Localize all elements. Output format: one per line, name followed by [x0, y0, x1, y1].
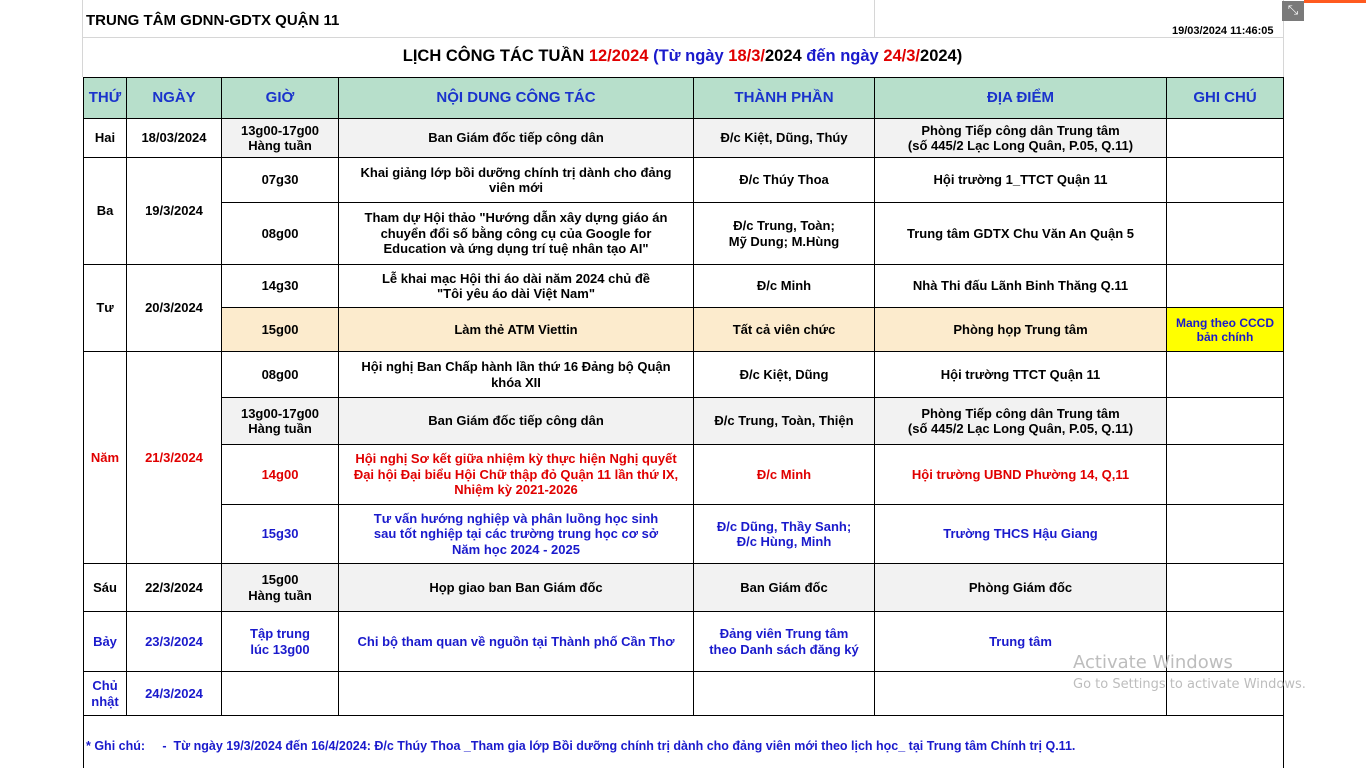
cell-content: Chi bộ tham quan về nguồn tại Thành phố Cần Thơ [339, 612, 694, 672]
cell-time: 14g30 [222, 265, 339, 308]
place-line: Phòng Tiếp công dân Trung tâm [921, 405, 1120, 421]
content-line: Nhiệm kỳ 2021-2026 [454, 482, 578, 498]
cell-time [222, 612, 339, 672]
cell-place: Phòng họp Trung tâm [875, 308, 1167, 352]
cell-note [1167, 265, 1284, 308]
time-line: Hàng tuần [248, 587, 312, 603]
cell-members [694, 505, 875, 564]
cell-note [1167, 398, 1284, 445]
table-row [84, 158, 1284, 203]
cell-time: 15g00 [222, 308, 339, 352]
cell-members: Ban Giám đốc [694, 564, 875, 612]
cell-place [875, 398, 1167, 445]
table-row [84, 119, 1284, 158]
content-line: khóa XII [491, 374, 541, 390]
cell-members: Đ/c Kiệt, Dũng [694, 352, 875, 398]
table-row [84, 265, 1284, 308]
col-header-content: NỘI DUNG CÔNG TÁC [339, 78, 694, 119]
cell-place: Hội trường 1_TTCT Quận 11 [875, 158, 1167, 203]
cell-note [1167, 119, 1284, 158]
window-accent-bar [1304, 0, 1366, 3]
cell-date: 23/3/2024 [127, 612, 222, 672]
cell-time: 07g30 [222, 158, 339, 203]
content-line: Tư vấn hướng nghiệp và phân luồng học sinh [373, 510, 659, 526]
cell-members: Đ/c Kiệt, Dũng, Thúy [694, 119, 875, 158]
cell-place: Nhà Thi đấu Lãnh Binh Thăng Q.11 [875, 265, 1167, 308]
cell-date: 21/3/2024 [127, 352, 222, 564]
table-row [84, 445, 1284, 505]
cell-note [1167, 158, 1284, 203]
cell-place: Trung tâm GDTX Chu Văn An Quận 5 [875, 203, 1167, 265]
title-from-year: 2024 [764, 47, 802, 65]
time-line: 15g00 [261, 572, 299, 587]
cell-note [1167, 352, 1284, 398]
content-line: Năm học 2024 - 2025 [452, 541, 580, 557]
col-header-date: NGÀY [127, 78, 222, 119]
table-row [84, 352, 1284, 398]
members-line: Đ/c Trung, Toàn; [733, 218, 835, 233]
content-line: Hội nghị Ban Chấp hành lần thứ 16 Đảng bộ Quận [361, 359, 671, 374]
cell-place: Phòng Giám đốc [875, 564, 1167, 612]
content-line: Tham dự Hội thảo "Hướng dẫn xây dựng giáo án [364, 210, 668, 226]
cell-members [694, 612, 875, 672]
cell-content [339, 158, 694, 203]
cell-day: Tư [84, 265, 127, 352]
cell-time: 08g00 [222, 203, 339, 265]
content-line: "Tôi yêu áo dài Việt Nam" [436, 286, 596, 301]
timestamp: 19/03/2024 11:46:05 [1172, 25, 1274, 37]
cell-day: Bảy [84, 612, 127, 672]
cell-note [1167, 203, 1284, 265]
title-from-date: 18/3/ [728, 47, 765, 65]
members-line: Đ/c Hùng, Minh [736, 534, 832, 549]
col-header-time: GIỜ [222, 78, 339, 119]
cell-date: 22/3/2024 [127, 564, 222, 612]
col-header-members: THÀNH PHẦN [694, 78, 875, 119]
day-line: Chủ [92, 678, 118, 693]
cell-time [222, 119, 339, 158]
time-line: Hàng tuần [248, 421, 312, 436]
time-line: 13g00-17g00 [240, 122, 320, 138]
activation-watermark-title: Activate Windows [1073, 652, 1233, 673]
col-header-note: GHI CHÚ [1167, 78, 1284, 119]
cell-members: Đ/c Minh [694, 445, 875, 505]
note-line: bản chính [1196, 329, 1254, 344]
place-line: Phòng Tiếp công dân Trung tâm [921, 122, 1120, 138]
cell-day: Ba [84, 158, 127, 265]
cell-day: Năm [84, 352, 127, 564]
grid-line [82, 37, 1283, 38]
place-line: (số 445/2 Lạc Long Quân, P.05, Q.11) [907, 138, 1134, 153]
members-line: theo Danh sách đăng ký [709, 641, 859, 657]
cell-date: 24/3/2024 [127, 672, 222, 716]
time-line: lúc 13g00 [250, 641, 310, 657]
cell-time: 15g30 [222, 505, 339, 564]
col-header-place: ĐỊA ĐIỂM [875, 78, 1167, 119]
cell-members: Tất cả viên chức [694, 308, 875, 352]
cell-day [84, 672, 127, 716]
cell-content: Ban Giám đốc tiếp công dân [339, 119, 694, 158]
cell-place [875, 119, 1167, 158]
cell-time: 14g00 [222, 445, 339, 505]
time-line: Hàng tuần [248, 138, 312, 153]
cell-time [222, 564, 339, 612]
content-line: chuyển đổi số bằng công cụ của Google for [380, 225, 652, 241]
content-line: Lễ khai mạc Hội thi áo dài năm 2024 chủ đề [381, 270, 651, 286]
time-line: 13g00-17g00 [240, 405, 320, 421]
cell-content: Ban Giám đốc tiếp công dân [339, 398, 694, 445]
title-to-year: 2024 [920, 47, 957, 65]
cell-time [222, 398, 339, 445]
cell-content [339, 203, 694, 265]
table-row [84, 505, 1284, 564]
note-line: Mang theo CCCD [1176, 315, 1274, 330]
cell-day: Sáu [84, 564, 127, 612]
title-close-paren: ) [956, 47, 963, 65]
cell-time [222, 672, 339, 716]
cell-place: Trung tâm [875, 612, 1167, 672]
table-row [84, 564, 1284, 612]
cell-content [339, 505, 694, 564]
cell-day: Hai [84, 119, 127, 158]
members-line: Đ/c Dũng, Thầy Sanh; [716, 518, 852, 534]
cell-note [1167, 564, 1284, 612]
content-line: Khai giảng lớp bồi dưỡng chính trị dành cho đảng [360, 164, 672, 180]
cell-content [339, 352, 694, 398]
time-line: Tập trung [250, 626, 310, 641]
page-title [82, 47, 1283, 66]
title-week: 12/2024 [588, 47, 649, 65]
cell-date: 20/3/2024 [127, 265, 222, 352]
table-row [84, 398, 1284, 445]
restore-icon[interactable] [1282, 1, 1304, 21]
restore-glyph: ⤡ [1287, 3, 1299, 18]
cell-members: Đ/c Trung, Toàn, Thiện [694, 398, 875, 445]
place-line: (số 445/2 Lạc Long Quân, P.05, Q.11) [907, 421, 1134, 436]
cell-place: Trường THCS Hậu Giang [875, 505, 1167, 564]
cell-date: 19/3/2024 [127, 158, 222, 265]
cell-members: Đ/c Thúy Thoa [694, 158, 875, 203]
content-line: Hội nghị Sơ kết giữa nhiệm kỳ thực hiện Nghị quyết [355, 451, 677, 467]
members-line: Mỹ Dung; M.Hùng [728, 233, 840, 249]
cell-note [1167, 505, 1284, 564]
cell-date: 18/03/2024 [127, 119, 222, 158]
table-header-row [84, 78, 1284, 119]
table-row [84, 203, 1284, 265]
cell-place: Hội trường TTCT Quận 11 [875, 352, 1167, 398]
cell-members [694, 672, 875, 716]
grid-line [874, 0, 875, 37]
members-line: Đảng viên Trung tâm [719, 626, 849, 641]
table-row [84, 308, 1284, 352]
cell-content [339, 672, 694, 716]
title-from-label: (Từ ngày [648, 47, 729, 65]
title-to-label: đến ngày [801, 47, 884, 65]
col-header-day: THỨ [84, 78, 127, 119]
content-line: viên mới [488, 180, 544, 195]
organization-name: TRUNG TÂM GDNN-GDTX QUẬN 11 [86, 12, 340, 29]
title-prefix: LỊCH CÔNG TÁC TUẦN [402, 47, 589, 65]
cell-content: Làm thẻ ATM Viettin [339, 308, 694, 352]
cell-members: Đ/c Minh [694, 265, 875, 308]
content-line: Đại hội Đại biểu Hội Chữ thập đỏ Quận 11 lần thứ IX, [353, 466, 679, 482]
footer-note: * Ghi chú: - Từ ngày 19/3/2024 đến 16/4/2024: Đ/c Thúy Thoa _Tham gia lớp Bồi dưỡng chính trị dành cho đảng viên mới theo lịch học_ tại Trung tâm Chính trị Q.11. [86, 739, 1076, 753]
cell-content [339, 445, 694, 505]
cell-content: Họp giao ban Ban Giám đốc [339, 564, 694, 612]
cell-time: 08g00 [222, 352, 339, 398]
title-to-date: 24/3/ [883, 47, 921, 65]
cell-place: Hội trường UBND Phường 14, Q,11 [875, 445, 1167, 505]
cell-content [339, 265, 694, 308]
cell-note-highlight [1167, 308, 1284, 352]
content-line: sau tốt nghiệp tại các trường trung học cơ sở [373, 526, 659, 542]
cell-members [694, 203, 875, 265]
activation-watermark-text[interactable]: Go to Settings to activate Windows. [1073, 677, 1306, 692]
cell-note [1167, 445, 1284, 505]
content-line: Education và ứng dụng trí tuệ nhân tạo AI" [383, 241, 649, 257]
day-line: nhật [91, 693, 119, 709]
